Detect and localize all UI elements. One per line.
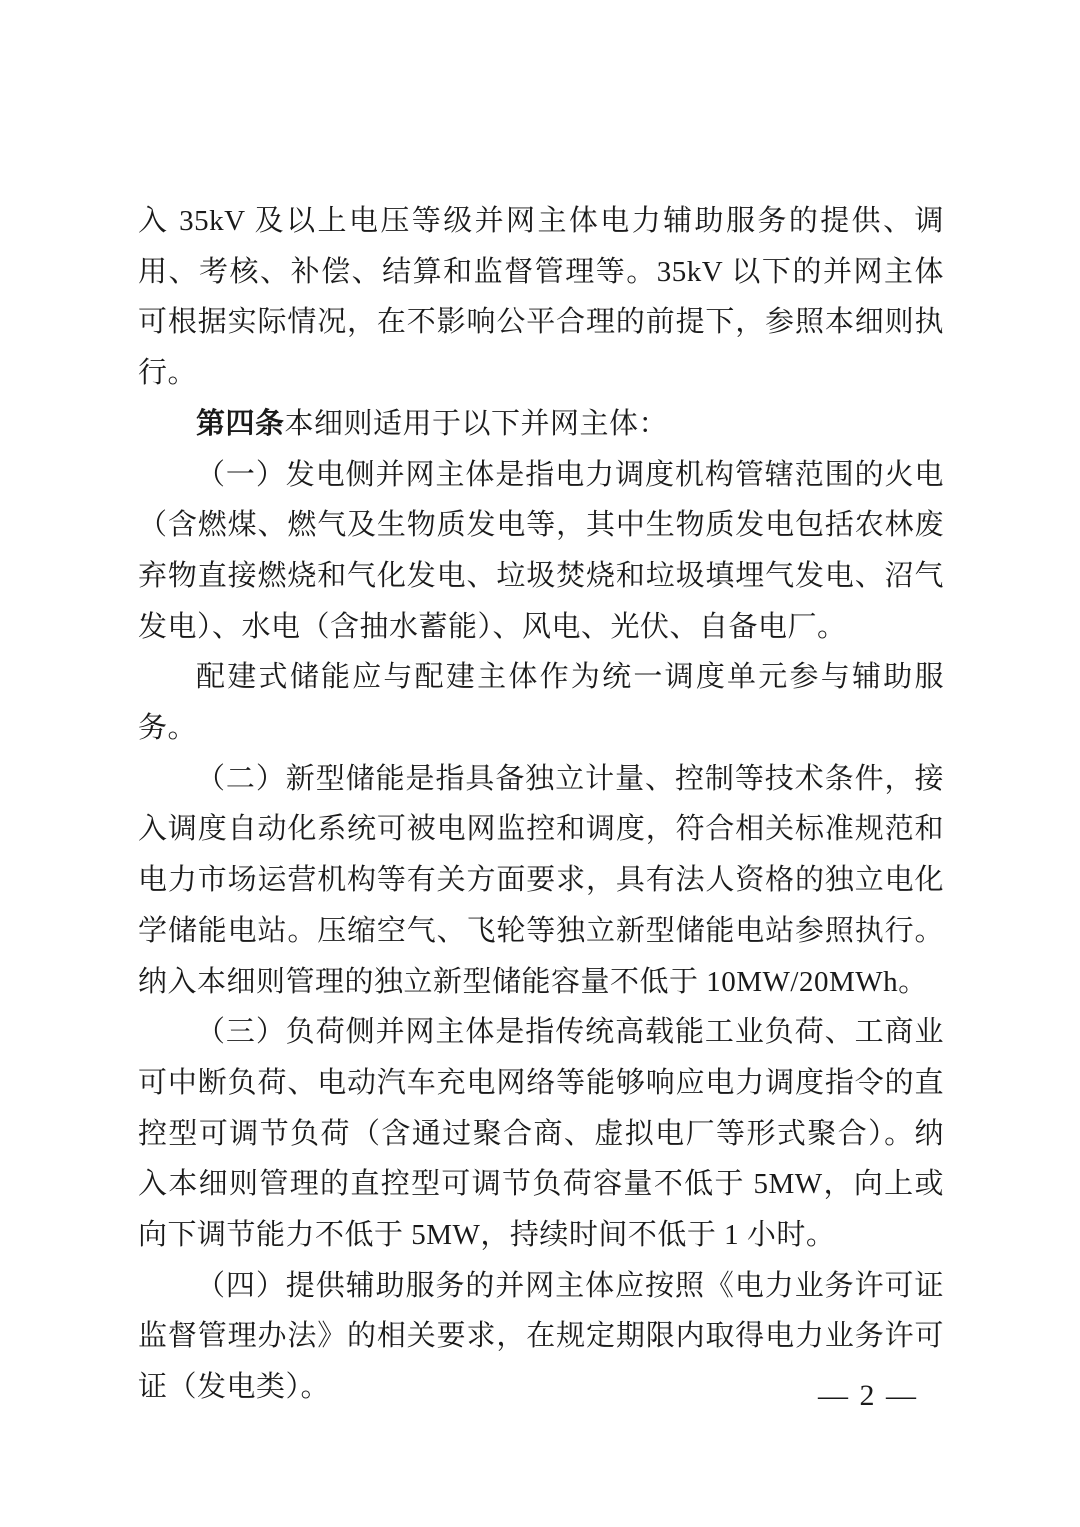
- article-number-label: 第四条: [196, 407, 285, 440]
- page-number-footer: — 2 —: [818, 1379, 918, 1412]
- para-article-four: [138, 399, 944, 450]
- text-segment: （四）提供辅助服务的并网主体应按照《电力业务许可证监督管理办法》的相关要求，在规定期限内取得电力业务许可证（发电类）。: [138, 1269, 944, 1404]
- text-segment: 本细则适用于以下并网主体：: [284, 407, 669, 440]
- para-item-three-load-side: [138, 1007, 944, 1261]
- text-segment: （一）发电侧并网主体是指电力调度机构管辖范围的火电（含燃煤、燃气及生物质发电等，其中生物质发电包括农林废弃物直接燃烧和气化发电、垃圾焚烧和垃圾填埋气发电、沼气发电）、水电（含抽水蓄能）、风电、光伏、自备电厂。: [138, 458, 944, 643]
- para-continuation-scope: [138, 196, 944, 399]
- para-item-two-new-storage: [138, 754, 944, 1008]
- para-item-one-generation-side: [138, 450, 944, 653]
- text-segment: （二）新型储能是指具备独立计量、控制等技术条件，接入调度自动化系统可被电网监控和调度，符合相关标准规范和电力市场运营机构等有关方面要求，具有法人资格的独立电化学储能电站。压缩空气、飞轮等独立新型储能电站参照执行。纳入本细则管理的独立新型储能容量不低于 10MW/20MWh。: [138, 762, 944, 998]
- para-colocated-storage-note: [138, 652, 944, 753]
- text-segment: （三）负荷侧并网主体是指传统高载能工业负荷、工商业可中断负荷、电动汽车充电网络等能够响应电力调度指令的直控型可调节负荷（含通过聚合商、虚拟电厂等形式聚合）。纳入本细则管理的直控型可调节负荷容量不低于 5MW，向上或向下调节能力不低于 5MW，持续时间不低于 1 小时。: [138, 1016, 944, 1252]
- text-segment: 配建式储能应与配建主体作为统一调度单元参与辅助服务。: [138, 661, 944, 745]
- text-segment: 入 35kV 及以上电压等级并网主体电力辅助服务的提供、调用、考核、补偿、结算和监督管理等。35kV 以下的并网主体可根据实际情况，在不影响公平合理的前提下，参照本细则执行。: [138, 205, 944, 390]
- document-body: [138, 196, 944, 1413]
